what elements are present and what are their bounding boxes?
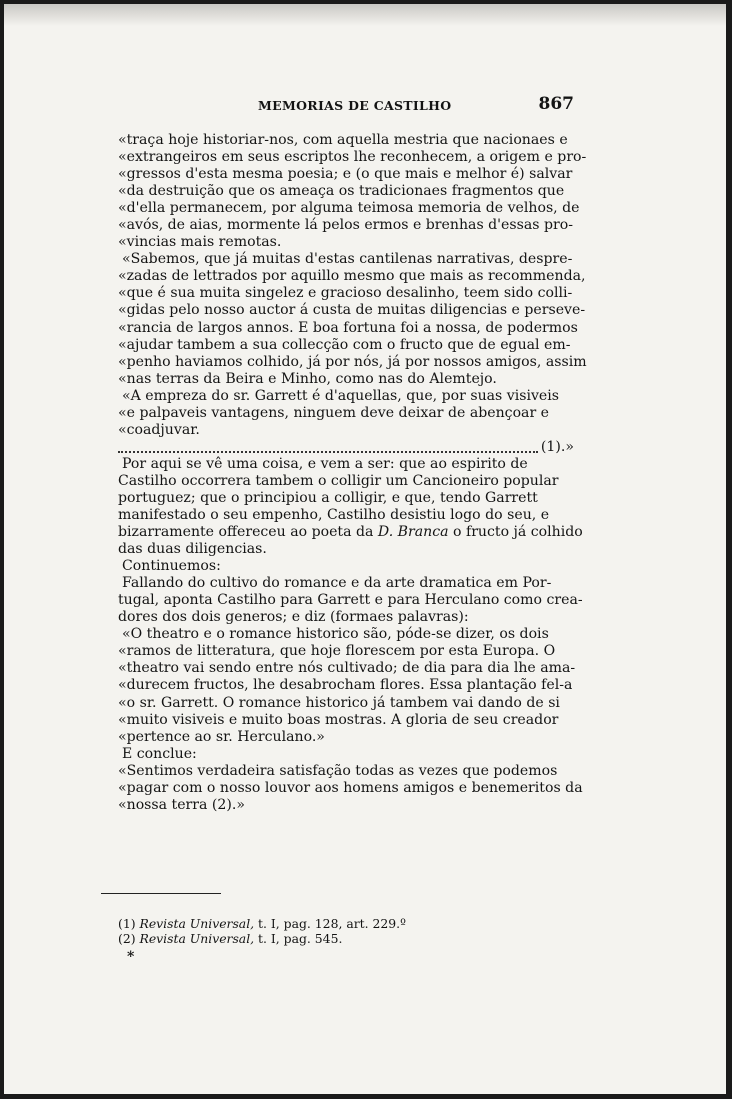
text-line: Castilho occorrera tambem o colligir um Cancioneiro popular [118, 472, 559, 489]
signature-mark: * [127, 949, 135, 965]
footnote-mark: (2) [118, 930, 136, 946]
footnote-ref-1: (1).» [540, 438, 574, 455]
text-line: «nossa terra (2).» [118, 796, 245, 813]
page-header [118, 94, 574, 118]
text-line: «o sr. Garrett. O romance historico já tambem vai dando de si [118, 694, 560, 711]
text-span: o fructo já colhido [453, 524, 583, 541]
text-line: das duas diligencias. [118, 541, 267, 558]
footnote-mark: (1) [118, 916, 136, 931]
text-line: «gressos d'esta mesma poesia; e (o que mais e melhor é) salvar [118, 166, 573, 183]
footnote [118, 932, 574, 947]
text-line: tugal, aponta Castilho para Garrett e para Herculano como crea- [118, 592, 583, 609]
text-line [118, 524, 583, 541]
footnote-divider [101, 893, 221, 894]
text-line: «d'ella permanecem, por alguma teimosa memoria de velhos, de [118, 200, 580, 217]
text-line: «O theatro e o romance historico são, póde-se dizer, os dois [122, 626, 549, 643]
text-line: «ajudar tambem a sua collecção com o fructo que de egual em- [118, 336, 571, 353]
text-line: Continuemos: [122, 558, 221, 575]
text-line: «theatro vai sendo entre nós cultivado; de dia para dia lhe ama- [118, 660, 576, 677]
footnote [118, 917, 574, 932]
text-line: dores dos dois generos; e diz (formaes palavras): [118, 609, 469, 626]
text-line: «vincias mais remotas. [118, 234, 282, 251]
footnote-ref: t. I, pag. 545. [258, 930, 343, 946]
text-line: «avós, de aias, mormente lá pelos ermos e brenhas d'essas pro- [118, 217, 573, 234]
text-line: «coadjuvar. [118, 421, 200, 438]
text-line: «extrangeiros em seus escriptos lhe reconhecem, a origem e pro- [118, 149, 587, 166]
footnote-source: Revista Universal, [139, 916, 255, 931]
footnote-ref: t. I, pag. 128, art. 229.º [258, 916, 406, 931]
text-line: «zadas de lettrados por aquillo mesmo que mais as recommenda, [118, 268, 586, 285]
text-line: «A empreza do sr. Garrett é d'aquellas, que, por suas visiveis [122, 387, 560, 404]
text-line: «da destruição que os ameaça os tradicionaes fragmentos que [118, 183, 565, 200]
work-title: D. Branca [377, 524, 449, 541]
text-line: Por aqui se vê uma coisa, e vem a ser: que ao espirito de [122, 455, 528, 472]
text-line: portuguez; que o principiou a colligir, e que, tendo Garrett [118, 489, 538, 506]
running-title: MEMORIAS DE CASTILHO [258, 98, 452, 113]
text-line: «nas terras da Beira e Minho, como nas do Alemtejo. [118, 370, 497, 387]
ellipsis-line [118, 439, 574, 456]
text-line: E conclue: [122, 745, 197, 762]
text-line: «Sentimos verdadeira satisfação todas as vezes que podemos [118, 762, 558, 779]
footnote-source: Revista Universal, [139, 930, 255, 946]
text-line: «ramos de litteratura, que hoje florescem por esta Europa. O [118, 643, 556, 660]
text-line: «rancia de largos annos. E boa fortuna foi a nossa, de podermos [118, 319, 578, 336]
text-line: «e palpaveis vantagens, ninguem deve deixar de abençoar e [118, 404, 550, 421]
text-line: «gidas pelo nosso auctor á custa de muitas diligencias e perseve- [118, 302, 586, 319]
page-number: 867 [538, 94, 574, 114]
text-line: «que é sua muita singelez e gracioso desalinho, teem sido colli- [118, 285, 573, 302]
text-line: «traça hoje historiar-nos, com aquella mestria que nacionaes e [118, 132, 568, 148]
text-line: «penho haviamos colhido, já por nós, já por nossos amigos, assim [118, 353, 587, 370]
text-span: bizarramente offereceu ao poeta da [118, 524, 374, 541]
text-line: manifestado o seu empenho, Castilho desistiu logo do seu, e [118, 506, 550, 523]
text-line: Fallando do cultivo do romance e da arte dramatica em Por- [122, 575, 552, 592]
text-line: «pertence ao sr. Herculano.» [118, 728, 325, 745]
body-text [118, 132, 587, 814]
book-page [4, 4, 726, 1094]
text-line: «pagar com o nosso louvor aos homens amigos e benemeritos da [118, 779, 583, 796]
footnotes [118, 917, 574, 946]
dotted-leader [118, 443, 538, 453]
text-line: «muito visiveis e muito boas mostras. A gloria de seu creador [118, 711, 559, 728]
text-line: «Sabemos, que já muitas d'estas cantilenas narrativas, despre- [122, 251, 573, 268]
text-line: «durecem fructos, lhe desabrocham flores. Essa plantação fel-a [118, 677, 573, 694]
